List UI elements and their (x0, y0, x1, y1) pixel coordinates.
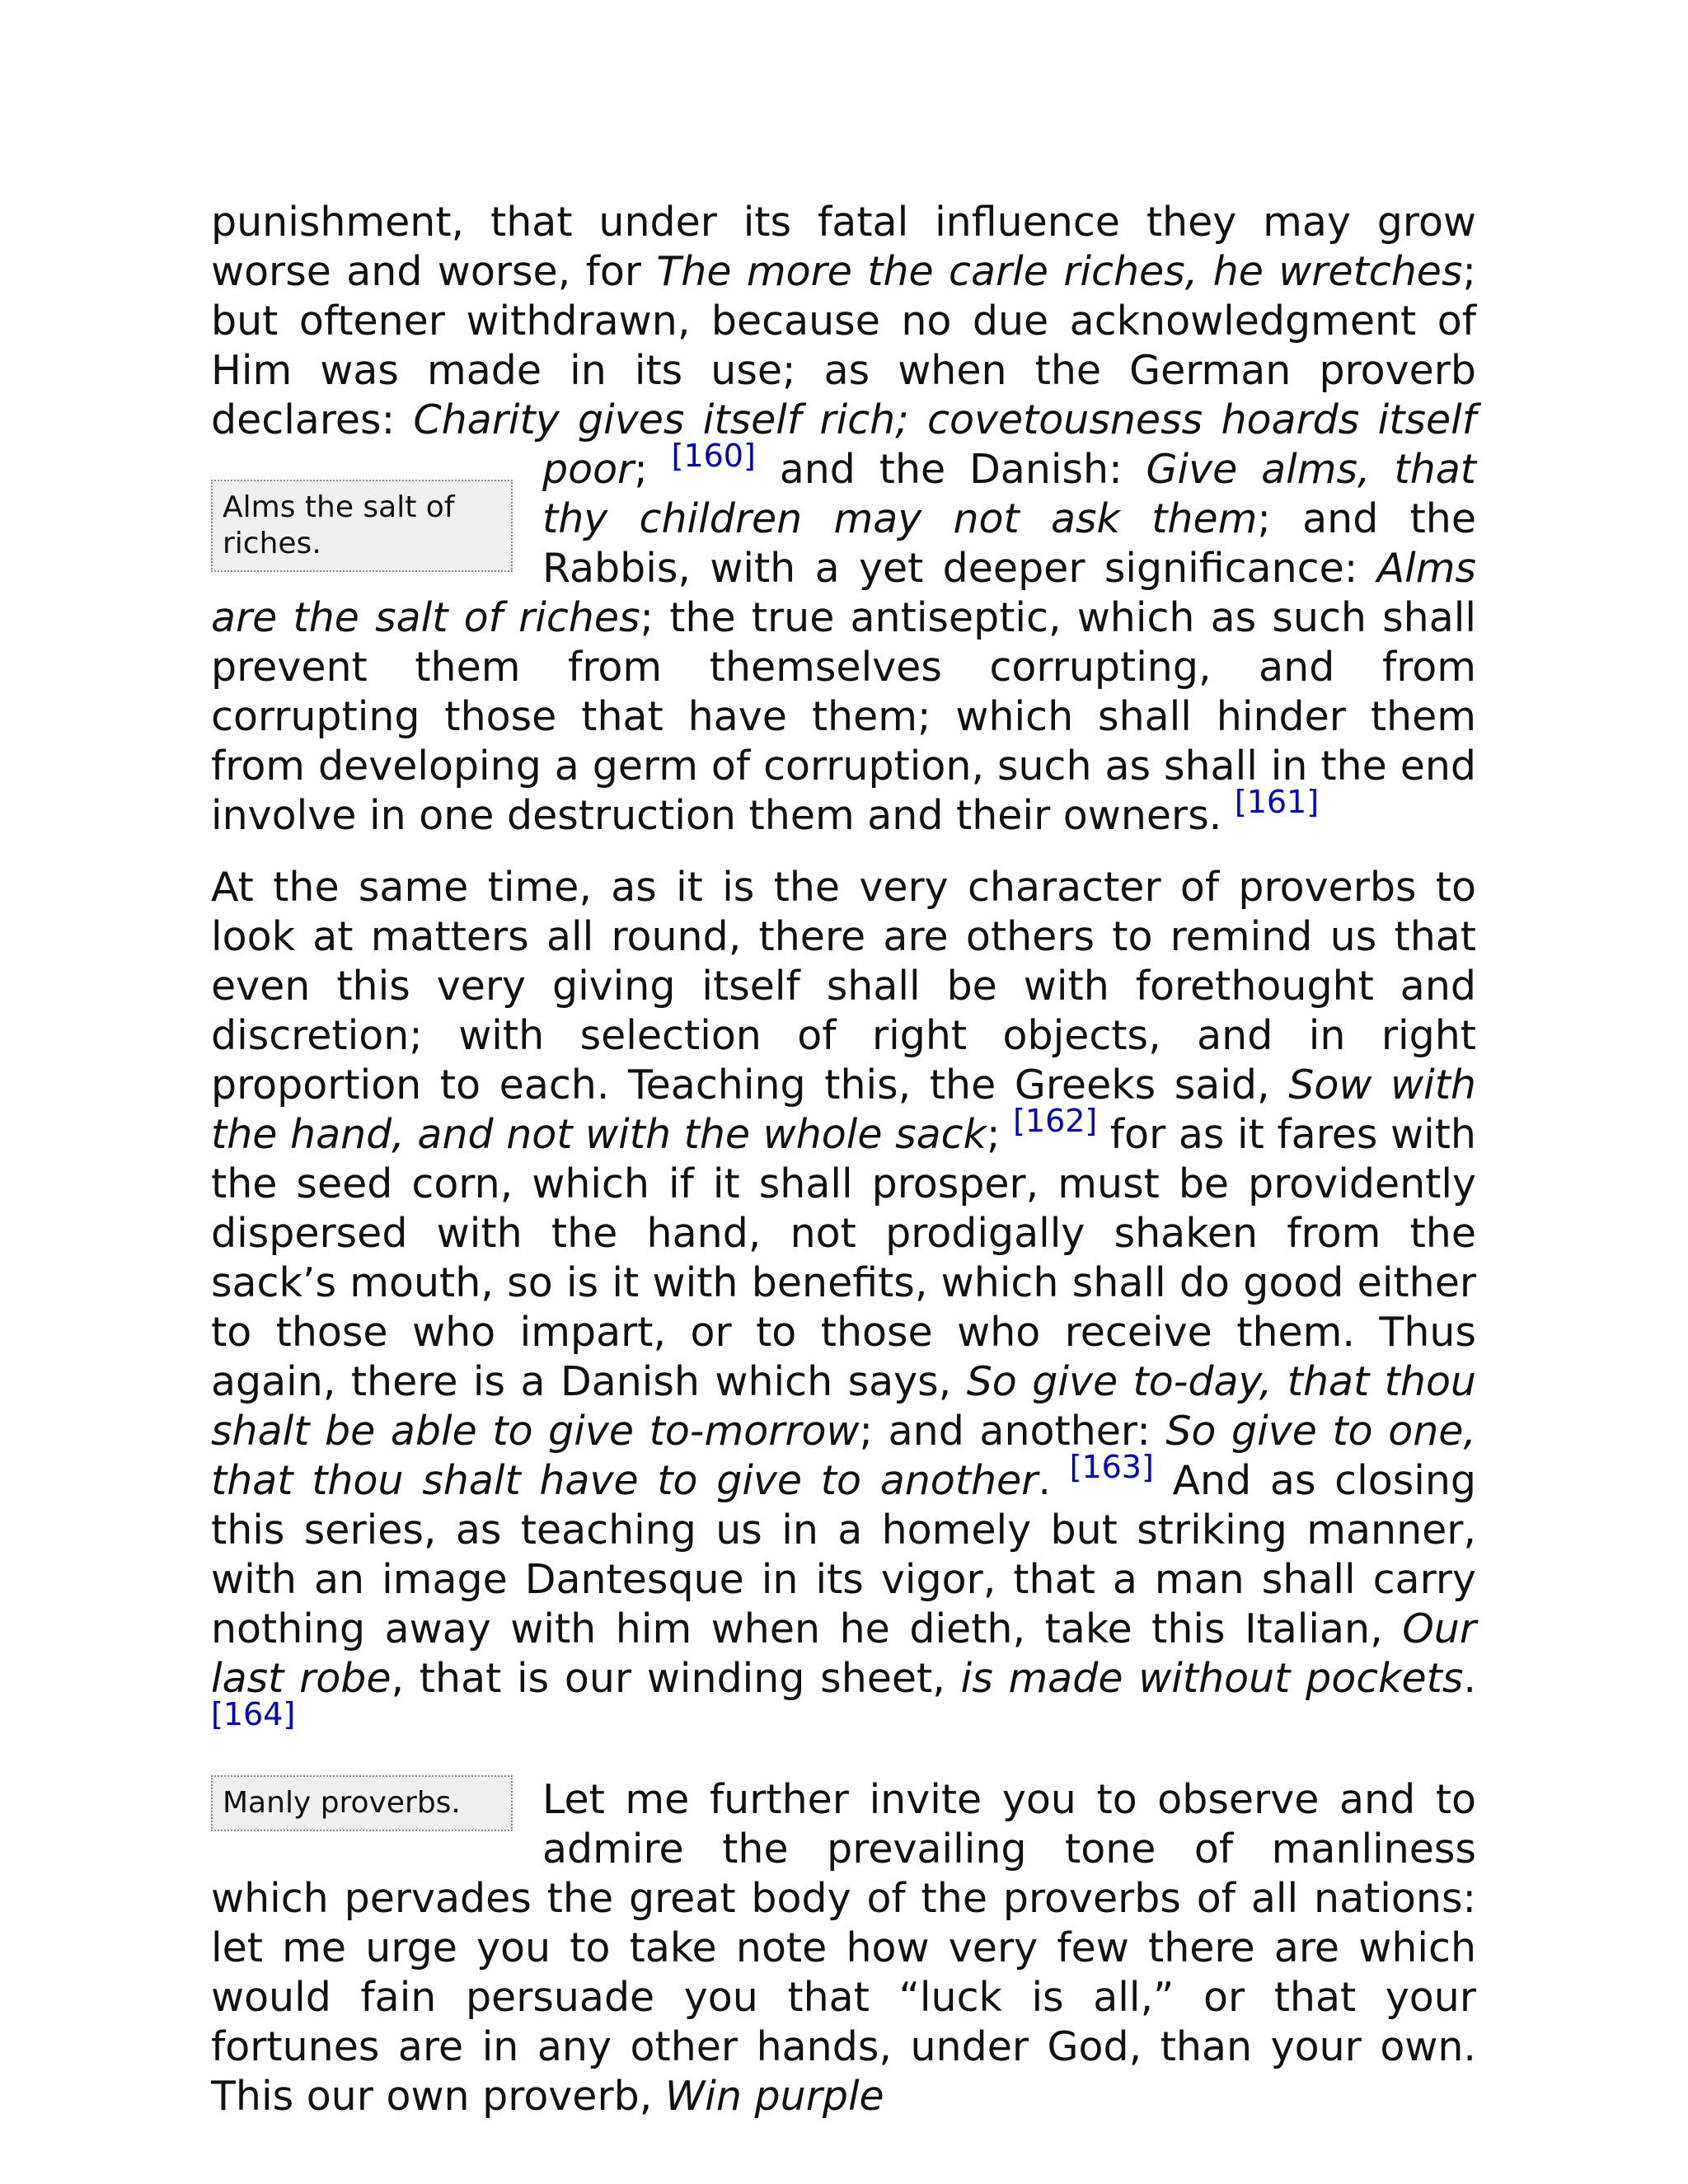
text-run: for as it fares with the seed corn, which if it shall prosper, must be providently dispersed with the hand, not prodigally shaken from the sack’s mouth, so is it with benefits, which shall do good either to those who impart, or to those who receive them. Thus again, there is a Danish which says, (211, 1111, 1476, 1405)
text-run: ; and another: (859, 1408, 1166, 1455)
paragraph-alms (211, 198, 1476, 841)
proverb-italic: Our last robe (211, 1605, 1476, 1702)
proverb-italic: Win purple (664, 2073, 884, 2120)
footnote-link-163[interactable]: [163] (1069, 1449, 1154, 1485)
footnote-link-164[interactable]: [164] (211, 1696, 296, 1732)
text-run: . (1463, 1655, 1476, 1702)
page-body (211, 198, 1476, 2121)
text-run: , that is our winding sheet, (391, 1655, 961, 1702)
proverb-italic: Charity gives itself rich; covetousness hoards itself poor (413, 396, 1476, 493)
text-run: punishment, that under its fatal influence they may grow worse and worse, for (211, 199, 1476, 295)
proverb-italic: So give to one, that thou shalt have to give to another (211, 1408, 1476, 1504)
proverb-italic: Give alms, that thy children may not ask them (542, 446, 1476, 542)
proverb-italic: So give to-day, that thou shalt be able to give to-morrow (211, 1358, 1476, 1455)
text-run: At the same time, as it is the very character of proverbs to look at matters all round, there are others to remind us that even this very giving itself shall be with forethought and discretion; with selection of right objects, and in right proportion to each. Teaching this, the Greeks said, (211, 864, 1476, 1108)
text-run: ; (634, 446, 672, 493)
text-run: And as closing this series, as teaching us in a homely but striking manner, with an image Dantesque in its vigor, that a man shall carry nothing away with him when he dieth, take this Italian, (211, 1457, 1477, 1652)
text-run: ; the true antiseptic, which as such shall prevent them from themselves corrupting, and from corrupting those that have them; which shall hinder them from developing a germ of corruption, such as shall in the end involve in one destruction them and their owners. (211, 594, 1476, 839)
text-run: and the Danish: (755, 446, 1146, 493)
proverb-italic: Sow with the hand, and not with the whole sack (211, 1062, 1476, 1158)
text-run: ; and the Rabbis, with a yet deeper significance: (542, 495, 1476, 592)
text-run: . (1038, 1457, 1070, 1504)
text-run: ; but oftener withdrawn, because no due acknowledgment of Him was made in its use; as when the German proverb declares: (211, 248, 1476, 443)
proverb-italic: Alms are the salt of riches (211, 545, 1476, 641)
proverb-italic: is made without pockets (960, 1655, 1464, 1702)
text-run: Let me further invite you to observe and to admire the prevailing tone of manliness which pervades the great body of the proverbs of all nations: let me urge you to take note how very few there are which would fain persuade you that “luck is all,” or that your fortunes are in any other hands, under God, than your own. This our own proverb, (211, 1776, 1476, 2120)
footnote-link-161[interactable]: [161] (1234, 784, 1320, 820)
sidenote-alms: Alms the salt of riches. (211, 480, 513, 572)
sidenote-manly: Manly proverbs. (211, 1775, 513, 1831)
text-run: ; (986, 1111, 1014, 1158)
proverb-italic: The more the carle riches, he wretches (656, 248, 1463, 295)
footnote-link-162[interactable]: [162] (1013, 1103, 1098, 1139)
paragraph-giving (211, 863, 1476, 1753)
footnote-link-160[interactable]: [160] (671, 438, 756, 474)
